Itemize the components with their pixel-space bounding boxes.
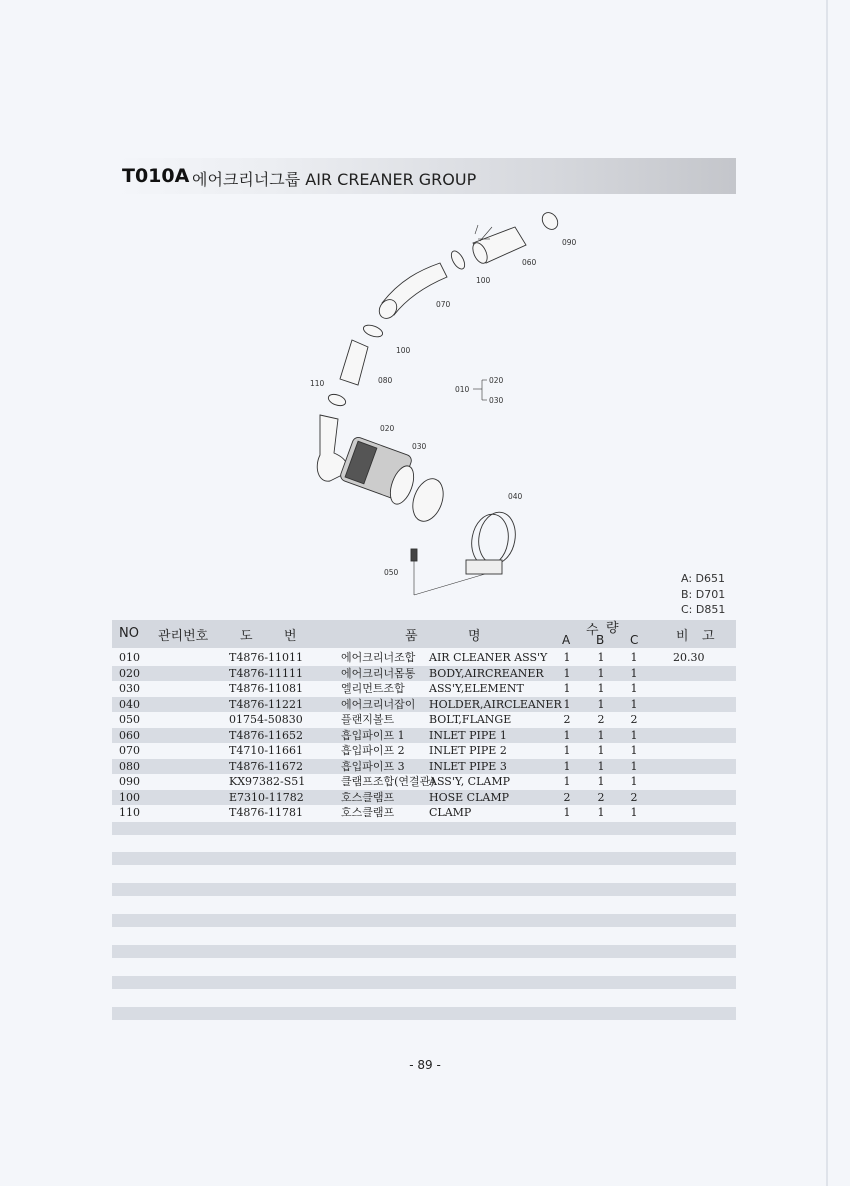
korean-name: 에어크리너조합 (341, 651, 416, 664)
part-100-hose-clamp-upper (449, 249, 468, 271)
table-row (112, 666, 736, 682)
part-number: T4876-11652 (229, 728, 304, 742)
table-band (112, 914, 736, 927)
english-name: CLAMP (429, 806, 472, 819)
korean-name: 호스클램프 (341, 806, 395, 819)
korean-name: 흡입파이프 1 (341, 728, 405, 742)
part-number: E7310-11782 (229, 790, 304, 804)
label-010-020: 020 (489, 376, 504, 385)
label-010: 010 (455, 385, 470, 394)
variant-a: A: D651 (681, 572, 725, 585)
part-100-hose-clamp-lower (362, 323, 384, 339)
qty-c: 2 (630, 713, 638, 726)
part-number: 01754-50830 (229, 713, 303, 726)
header-drawing-1: 도 (240, 629, 253, 644)
english-name: INLET PIPE 2 (429, 744, 507, 757)
part-number: T4876-11081 (229, 682, 304, 695)
header-drawing-2: 번 (284, 629, 297, 644)
qty-a: 2 (563, 713, 571, 726)
table-header (112, 620, 736, 648)
header-qty-b: B (596, 633, 605, 647)
table-band (112, 1007, 736, 1020)
table-band (112, 945, 736, 958)
item-no: 100 (119, 790, 140, 804)
korean-name: 플랜지볼트 (341, 713, 395, 726)
part-110-clamp (327, 392, 347, 408)
header-name-2: 명 (468, 629, 481, 644)
qty-c: 1 (630, 744, 638, 757)
qty-c: 2 (630, 790, 638, 804)
label-100-upper: 100 (476, 276, 491, 285)
english-name: BODY,AIRCREANER (429, 666, 544, 680)
qty-b: 1 (597, 728, 605, 742)
table-row (112, 728, 736, 744)
korean-name: 흡입파이프 2 (341, 744, 405, 757)
korean-name: 클램프조합(연결관) (341, 775, 435, 788)
table-band (112, 852, 736, 865)
qty-a: 1 (563, 728, 571, 742)
item-no: 030 (119, 682, 140, 695)
qty-c: 1 (630, 775, 638, 788)
table-row (112, 774, 736, 790)
qty-c: 1 (630, 651, 638, 664)
parts-table (112, 650, 736, 821)
header-qty-1: 수 (586, 623, 599, 638)
qty-b: 1 (597, 775, 605, 788)
header-remark-2: 고 (702, 629, 715, 644)
table-row (112, 650, 736, 666)
variant-c: C: D851 (681, 603, 726, 616)
model-variants (681, 571, 725, 618)
english-name: ASS'Y, CLAMP (429, 775, 511, 788)
variant-b: B: D701 (681, 587, 726, 601)
english-name: ASS'Y,ELEMENT (429, 682, 524, 695)
table-row (112, 681, 736, 697)
item-no: 080 (119, 759, 140, 773)
korean-name: 엘리먼트조합 (341, 682, 405, 695)
qty-b: 1 (597, 759, 605, 773)
header-qty-c: C (630, 633, 639, 647)
qty-a: 1 (563, 697, 571, 711)
english-name: BOLT,FLANGE (429, 713, 512, 726)
group-code: T010A (122, 165, 190, 187)
korean-name: 흡입파이프 3 (341, 759, 405, 773)
qty-b: 1 (597, 682, 605, 695)
english-name: INLET PIPE 3 (429, 759, 507, 773)
qty-b: 1 (597, 697, 605, 711)
header-remark-1: 비 (676, 629, 689, 644)
label-040: 040 (508, 492, 523, 501)
table-row (112, 712, 736, 728)
label-100-lower: 100 (396, 346, 411, 355)
table-band (112, 976, 736, 989)
table-row (112, 790, 736, 806)
qty-c: 1 (630, 682, 638, 695)
part-number: T4876-11672 (229, 759, 304, 773)
item-no: 040 (119, 697, 140, 711)
qty-b: 1 (597, 666, 605, 680)
label-110: 110 (310, 379, 325, 388)
exploded-parts-diagram (290, 205, 590, 600)
korean-name: 호스클램프 (341, 790, 395, 804)
qty-c: 1 (630, 759, 638, 773)
item-no: 090 (119, 775, 140, 788)
label-070: 070 (436, 300, 451, 309)
header-qty-2: 량 (606, 621, 619, 636)
title-bar (112, 158, 736, 194)
table-row (112, 805, 736, 821)
qty-c: 1 (630, 697, 638, 711)
qty-b: 1 (597, 651, 605, 664)
qty-c: 1 (630, 666, 638, 680)
english-name: AIR CLEANER ASS'Y (429, 651, 548, 664)
item-no: 010 (119, 651, 140, 664)
qty-a: 1 (563, 744, 571, 757)
part-number: T4710-11661 (229, 744, 304, 757)
header-qty-a: A (562, 633, 571, 647)
page-number: - 89 - (409, 1058, 441, 1072)
page-edge (826, 0, 828, 1186)
item-no: 060 (119, 728, 140, 742)
group-title: 에어크리너그룹 AIR CREANER GROUP (192, 170, 477, 189)
qty-b: 1 (597, 806, 605, 819)
english-name: HOLDER,AIRCLEANER (429, 697, 562, 711)
part-number: T4876-11111 (229, 666, 304, 680)
label-030: 030 (412, 442, 427, 451)
item-no: 020 (119, 666, 140, 680)
qty-b: 2 (597, 790, 605, 804)
qty-a: 1 (563, 682, 571, 695)
label-060: 060 (522, 258, 537, 267)
english-name: INLET PIPE 1 (429, 728, 507, 742)
part-090-clamp (539, 210, 561, 233)
part-number: T4876-11781 (229, 806, 304, 819)
qty-a: 2 (563, 790, 571, 804)
korean-name: 에어크리너잡이 (341, 697, 416, 711)
remark: 20.30 (673, 651, 705, 664)
table-row (112, 697, 736, 713)
table-row (112, 759, 736, 775)
qty-c: 1 (630, 806, 638, 819)
label-010-030: 030 (489, 396, 504, 405)
label-090: 090 (562, 238, 577, 247)
qty-a: 1 (563, 775, 571, 788)
qty-b: 1 (597, 744, 605, 757)
english-name: HOSE CLAMP (429, 790, 510, 804)
korean-name: 에어크리너몸통 (341, 666, 416, 680)
table-band (112, 883, 736, 896)
table-row (112, 743, 736, 759)
qty-a: 1 (563, 666, 571, 680)
table-band (112, 822, 736, 835)
part-number: KX97382-S51 (229, 775, 306, 788)
qty-b: 2 (597, 713, 605, 726)
part-050-bolt (411, 549, 417, 561)
item-no: 050 (119, 713, 140, 726)
part-080-inlet-pipe (340, 340, 368, 385)
qty-a: 1 (563, 806, 571, 819)
label-020: 020 (380, 424, 395, 433)
label-050: 050 (384, 568, 399, 577)
part-number: T4876-11221 (229, 697, 304, 711)
header-mgmt-no: 관리번호 (158, 629, 209, 644)
qty-a: 1 (563, 651, 571, 664)
part-number: T4876-11011 (229, 651, 304, 664)
qty-c: 1 (630, 728, 638, 742)
qty-a: 1 (563, 759, 571, 773)
header-name-1: 품 (405, 629, 418, 644)
header-no: NO (119, 626, 139, 641)
label-080: 080 (378, 376, 393, 385)
item-no: 110 (119, 806, 140, 819)
item-no: 070 (119, 744, 140, 757)
